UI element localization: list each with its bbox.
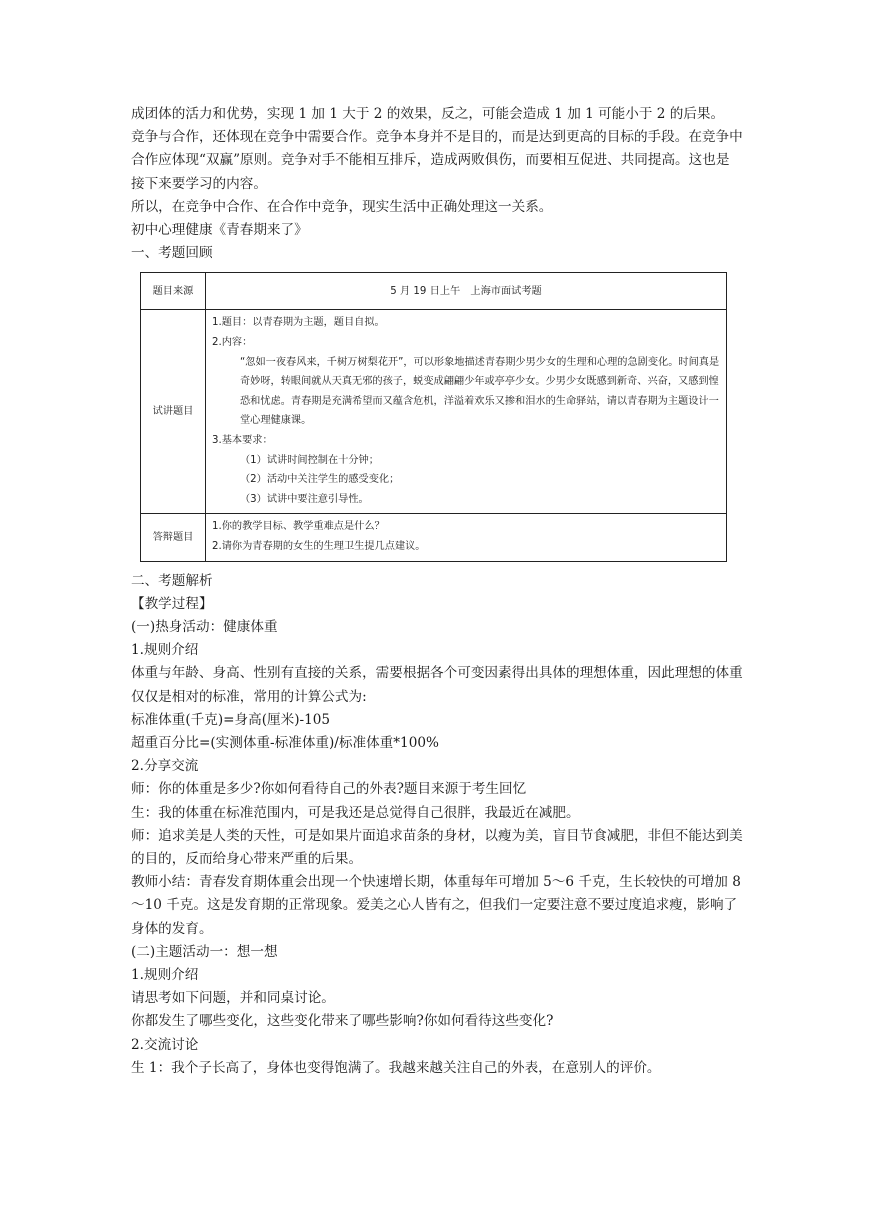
paragraph: 请思考如下问题，并和同桌讨论。 bbox=[131, 990, 335, 1007]
table-row bbox=[141, 273, 727, 310]
cell-line: 1.题目：以青春期为主题，题目自拟。 bbox=[212, 317, 385, 329]
row-label-source: 题目来源 bbox=[141, 273, 206, 310]
activity-heading: (二)主题活动一：想一想 bbox=[131, 943, 278, 960]
dialogue-line: 生：我的体重在标准范围内，可是我还是总觉得自己很胖，我最近在减肥。 bbox=[131, 804, 580, 821]
paragraph: 体重与年龄、身高、性别有直接的关系，需要根据各个可变因素得出具体的理想体重，因此理想的体重仅仅是相对的标准，常用的计算公式为: bbox=[131, 665, 743, 705]
lesson-title: 初中心理健康《青春期来了》 bbox=[131, 222, 308, 239]
paragraph: 教师小结：青春发育期体重会出现一个快速增长期，体重每年可增加 5～6 千克，生长较快的可增加 8～10 千克。这是发育期的正常现象。爱美之心人皆有之，但我们一定要注意不要过度追求瘦，影响了身体的发育。 bbox=[131, 874, 741, 937]
paragraph: 2.分享交流 bbox=[131, 758, 199, 775]
paragraph: 你都发生了哪些变化，这些变化带来了哪些影响?你如何看待这些变化? bbox=[131, 1013, 554, 1030]
exam-question-table bbox=[140, 272, 727, 561]
cell-line: “忽如一夜春风来，千树万树梨花开”，可以形象地描述青春期少男少女的生理和心理的急剧变化。时间真是奇妙呀，转眼间就从天真无邪的孩子，蜕变成翩翩少年或亭亭少女。少男少女既感到新奇、兴奋，又感到惶恐和忧虑。青春期是充满希望而又蕴含危机，洋溢着欢乐又掺和泪水的生命驿站，请以青春期为主题设计一堂心理健康课。 bbox=[240, 356, 720, 427]
paragraph: 所以，在竞争中合作、在合作中竞争，现实生活中正确处理这一关系。 bbox=[131, 198, 553, 215]
row-value-defense-topic bbox=[206, 514, 727, 561]
paragraph: 成团体的活力和优势，实现 1 加 1 大于 2 的效果，反之，可能会造成 1 加 1 可能小于 2 的后果。 bbox=[131, 106, 725, 122]
subsection-heading: 【教学过程】 bbox=[131, 595, 213, 612]
document-body bbox=[131, 103, 743, 1080]
paragraph: 2.交流讨论 bbox=[131, 1036, 199, 1053]
cell-line: （2）活动中关注学生的感受变化； bbox=[240, 474, 400, 486]
table-row bbox=[141, 514, 727, 561]
row-value-source: 5 月 19 日上午 上海市面试考题 bbox=[206, 273, 727, 310]
dialogue-line: 师：追求美是人类的天性，可是如果片面追求苗条的身材，以瘦为美，盲目节食减肥，非但不能达到美的目的，反而给身心带来严重的后果。 bbox=[131, 827, 743, 867]
paragraph: 1.规则介绍 bbox=[131, 967, 199, 983]
formula: 标准体重(千克)=身高(厘米)-105 bbox=[131, 711, 331, 728]
cell-line: 2.内容： bbox=[212, 337, 253, 349]
section-heading: 一、考题回顾 bbox=[131, 245, 213, 262]
cell-line: （1）试讲时间控制在十分钟； bbox=[240, 454, 379, 466]
dialogue-line: 师：你的体重是多少?你如何看待自己的外表?题目来源于考生回忆 bbox=[131, 781, 527, 798]
formula: 超重百分比=(实测体重-标准体重)/标准体重*100% bbox=[131, 734, 439, 751]
cell-line: 3.基本要求： bbox=[212, 434, 273, 446]
paragraph: 竞争与合作，还体现在竞争中需要合作。竞争本身并不是目的，而是达到更高的目标的手段。在竞争中合作应体现“双赢”原则。竞争对手不能相互排斥，造成两败俱伤，而要相互促进、共同提高。这也是接下来要学习的内容。 bbox=[131, 129, 743, 192]
row-label-trial-topic: 试讲题目 bbox=[141, 310, 206, 514]
exam-table bbox=[140, 272, 727, 561]
dialogue-line: 生 1：我个子长高了，身体也变得饱满了。我越来越关注自己的外表，在意别人的评价。 bbox=[131, 1059, 661, 1076]
cell-line: 2.请你为青春期的女生的生理卫生提几点建议。 bbox=[212, 540, 426, 552]
section-heading: 二、考题解析 bbox=[131, 572, 213, 589]
cell-line: 1.你的教学目标、教学重难点是什么？ bbox=[212, 521, 385, 533]
cell-line: （3）试讲中要注意引导性。 bbox=[240, 493, 369, 505]
paragraph: 1.规则介绍 bbox=[131, 642, 199, 659]
row-label-defense-topic: 答辩题目 bbox=[141, 514, 206, 561]
row-value-trial-topic bbox=[206, 310, 727, 514]
table-row bbox=[141, 310, 727, 514]
activity-heading: (一)热身活动：健康体重 bbox=[131, 618, 278, 635]
